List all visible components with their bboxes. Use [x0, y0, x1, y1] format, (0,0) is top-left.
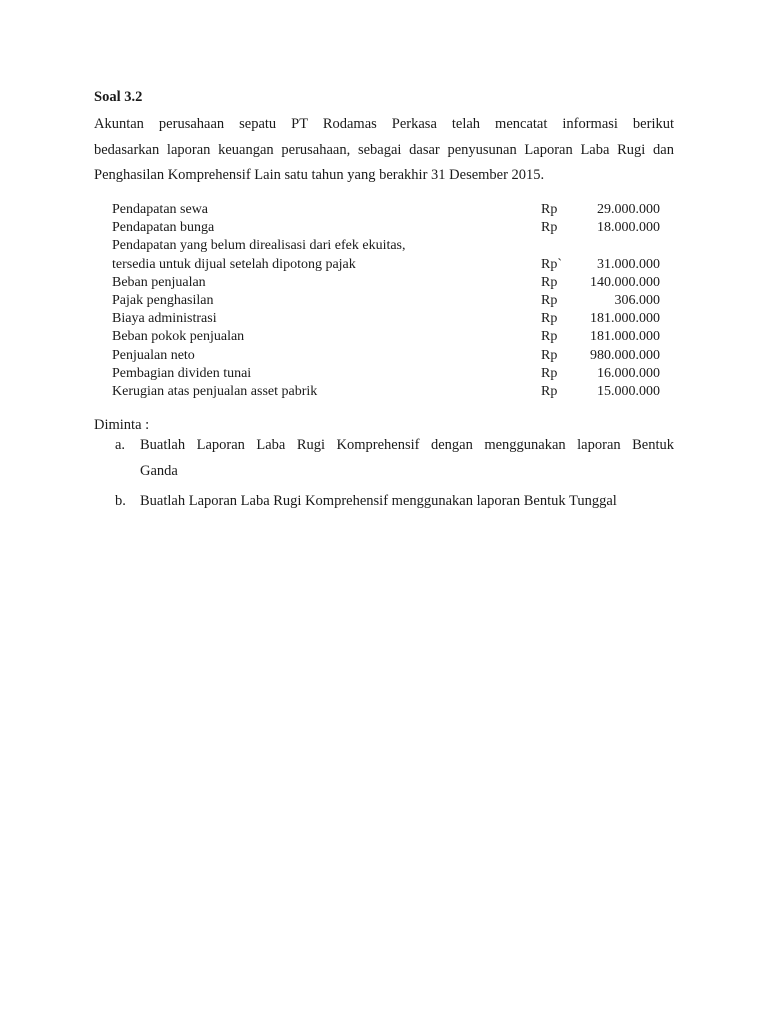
item-label: tersedia untuk dijual setelah dipotong pajak: [112, 256, 356, 272]
item-currency: Rp: [541, 311, 558, 327]
item-amount: 140.000.000: [590, 274, 660, 290]
item-amount: 16.000.000: [597, 365, 660, 381]
item-label: Kerugian atas penjualan asset pabrik: [112, 383, 318, 399]
list-item: [112, 274, 662, 292]
list-item: [112, 328, 662, 346]
task-text-line: Buatlah Laporan Laba Rugi Komprehensif dengan menggunakan laporan Bentuk: [140, 437, 674, 453]
intro-line: Penghasilan Komprehensif Lain satu tahun yang berakhir 31 Desember 2015.: [94, 167, 545, 183]
item-label: Pendapatan sewa: [112, 202, 209, 217]
intro-line: bedasarkan laporan keuangan perusahaan, sebagai dasar penyusunan Laporan Laba Rugi dan: [94, 141, 674, 158]
item-currency: Rp: [541, 274, 558, 290]
item-amount: 181.000.000: [590, 329, 660, 345]
item-label: Biaya administrasi: [112, 311, 217, 327]
task-marker: a.: [115, 437, 126, 453]
item-amount: 306.000: [614, 292, 660, 308]
intro-line: Akuntan perusahaan sepatu PT Rodamas Perkasa telah mencatat informasi berikut: [94, 116, 674, 132]
list-item: [112, 292, 662, 310]
item-currency: Rp: [541, 220, 558, 236]
item-label: Pendapatan yang belum direalisasi dari efek ekuitas,: [112, 238, 406, 254]
task-text-line: Buatlah Laporan Laba Rugi Komprehensif menggunakan laporan Bentuk Tunggal: [140, 493, 617, 509]
list-item: [112, 347, 662, 365]
item-amount: 31.000.000: [597, 256, 660, 272]
task-text: [140, 488, 674, 514]
list-item: [112, 219, 662, 237]
task-list: [94, 432, 674, 514]
item-currency: Rp: [541, 365, 558, 381]
item-label: Pembagian dividen tunai: [112, 365, 252, 381]
task-marker: b.: [115, 493, 126, 509]
list-item: [112, 237, 662, 255]
item-label: Pajak penghasilan: [112, 292, 214, 308]
item-currency: Rp: [541, 292, 558, 308]
item-label: Beban penjualan: [112, 274, 206, 290]
task-text: [140, 432, 674, 484]
task-item: [94, 432, 674, 484]
list-item: [112, 383, 662, 401]
item-currency: Rp: [541, 347, 558, 363]
item-currency: Rp: [541, 383, 558, 399]
item-amount: 15.000.000: [597, 383, 660, 399]
list-item: [112, 365, 662, 383]
item-label: Pendapatan bunga: [112, 220, 215, 236]
list-item: [112, 201, 662, 219]
task-item: [94, 488, 674, 514]
item-currency: Rp: [541, 202, 558, 217]
page-title: Soal 3.2: [94, 89, 143, 105]
item-label: Penjualan neto: [112, 347, 195, 363]
item-amount: 980.000.000: [590, 347, 660, 363]
item-currency: Rp: [541, 329, 558, 345]
list-item: [112, 256, 662, 274]
account-items-list: [112, 201, 662, 401]
item-amount: 181.000.000: [590, 311, 660, 327]
item-amount: 29.000.000: [597, 202, 660, 217]
diminta-label: Diminta :: [94, 417, 150, 433]
intro-paragraph: [94, 112, 674, 189]
task-text-line: Ganda: [140, 463, 178, 479]
item-label: Beban pokok penjualan: [112, 329, 245, 345]
item-currency: Rp`: [541, 256, 562, 272]
item-amount: 18.000.000: [597, 220, 660, 236]
list-item: [112, 310, 662, 328]
